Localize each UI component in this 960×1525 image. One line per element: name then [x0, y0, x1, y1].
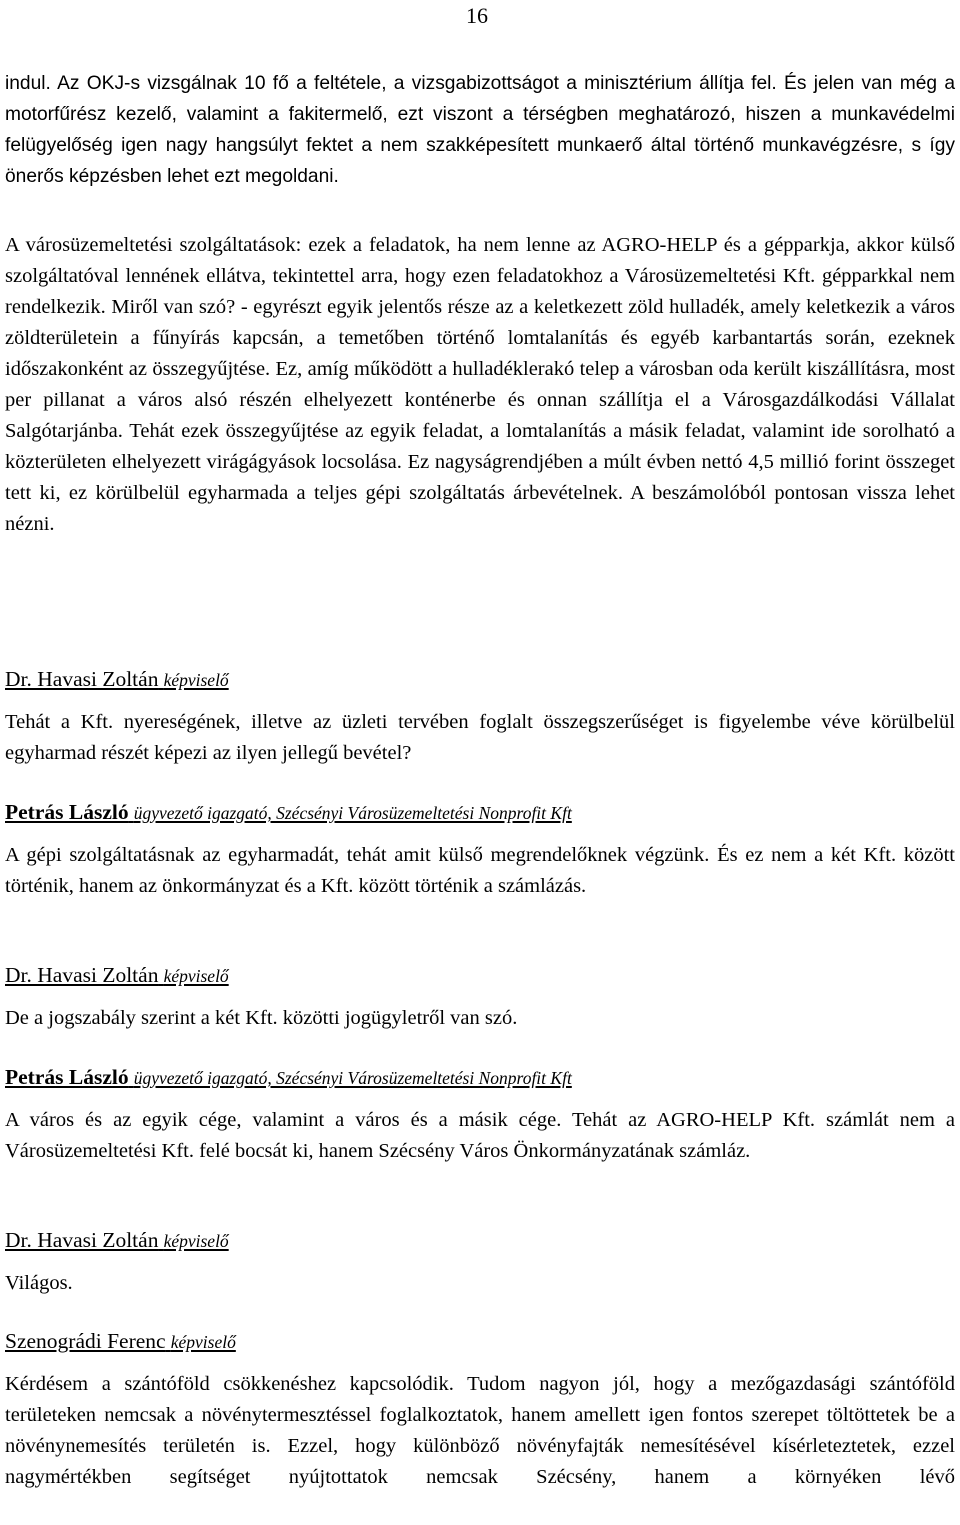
speaker-name: Petrás László — [5, 1065, 129, 1089]
speaker-name: Dr. Havasi Zoltán — [5, 1228, 159, 1252]
speaker-heading — [5, 797, 572, 828]
paragraph-legal-question: De a jogszabály szerint a két Kft. közötti jogügyletről van szó. — [5, 1007, 518, 1029]
speaker-heading — [5, 1062, 572, 1093]
speaker-heading — [5, 960, 229, 991]
page-number: 16 — [466, 3, 488, 28]
speaker-name: Dr. Havasi Zoltán — [5, 963, 159, 987]
speaker-heading — [5, 664, 229, 695]
speaker-role: ügyvezető igazgató, Szécsényi Városüzemeltetési Nonprofit Kft — [133, 1068, 572, 1088]
paragraph-answer-invoice: A város és az egyik cége, valamint a város és a másik cége. Tehát az AGRO-HELP Kft. számlát nem a Városüzemeltetési Kft. felé bocsát ki, hanem Szécsény Város Önkormányzatának számláz. — [5, 1109, 955, 1162]
paragraph-clear: Világos. — [5, 1272, 73, 1294]
speaker-heading — [5, 1326, 236, 1357]
paragraph-answer-billing: A gépi szolgáltatásnak az egyharmadát, tehát amit külső megrendelőknek végzünk. És ez nem a két Kft. között történik, hanem az önkormányzat és a Kft. között történik a számlázás. — [5, 844, 955, 897]
paragraph-training: indul. Az OKJ-s vizsgálnak 10 fő a feltétele, a vizsgabizottságot a minisztérium állítja fel. És jelen van még a motorfűrész kezelő, valamint a fakitermelő, ezt viszont a térségben meghatározó, hiszen a munkavédelmi felügyelőség igen nagy hangsúlyt fektet a nem szakképesített munkaerő által történő munkavégzésre, s így önerős képzésben lehet ezt megoldani. — [5, 73, 955, 187]
speaker-role: képviselő — [163, 1231, 229, 1251]
speaker-role: képviselő — [163, 670, 229, 690]
speaker-name: Petrás László — [5, 800, 129, 824]
paragraph-city-services: A városüzemeltetési szolgáltatások: ezek a feladatok, ha nem lenne az AGRO-HELP és a gépparkja, akkor külső szolgáltatóval lennének ellátva, tekintettel arra, hogy ezen feladatokhoz a Városüzemeltetési Kft. gépparkkal nem rendelkezik. Miről van szó? - egyrészt egyik jelentős része az a keletkezett zöld hulladék, amely keletkezik a város zöldterületein a fűnyírás kapcsán, a temetőben történő lomtalanítás és egyéb karbantartás során, ezeknek időszakonként az összegyűjtése. Ez, amíg működött a hulladéklerakó telep a városban oda került kiszállításra, most per pillanat a város alsó részén elhelyezett konténerbe és onnan szállítja el a Városgazdálkodási Vállalat Salgótarjánba. Tehát ezek összegyűjtése az egyik feladat, a lomtalanítás a másik feladat, valamint ide sorolható a közterületen elhelyezett virágágyások locsolása. Ez nagyságrendjében a múlt évben nettó 4,5 millió forint összeget tett ki, ez körülbelül egyharmada a teljes gépi szolgáltatás árbevételnek. A beszámolóból pontosan vissza lehet nézni. — [5, 234, 955, 535]
speaker-role: képviselő — [170, 1332, 236, 1352]
paragraph-question-revenue: Tehát a Kft. nyereségének, illetve az üzleti tervében foglalt összegszerűséget is figyelembe véve körülbelül egyharmad részét képezi az ilyen jellegű bevétel? — [5, 711, 955, 764]
speaker-name: Dr. Havasi Zoltán — [5, 667, 159, 691]
speaker-name: Szenográdi Ferenc — [5, 1329, 166, 1353]
speaker-role: ügyvezető igazgató, Szécsényi Városüzemeltetési Nonprofit Kft — [133, 803, 572, 823]
speaker-role: képviselő — [163, 966, 229, 986]
speaker-heading — [5, 1225, 229, 1256]
paragraph-arable-land-question: Kérdésem a szántóföld csökkenéshez kapcsolódik. Tudom nagyon jól, hogy a mezőgazdasági szántóföld területeken nemcsak a növénytermesztéssel foglalkoztatok, hanem amellett igen fontos szerepet töltöttetek be a növénynemesítés területén is. Ezzel, hogy különböző növényfajták nemesítésével kísérleteztetek, ezzel nagymértékben segítséget nyújtottatok nemcsak Szécsény, hanem a környéken lévő — [5, 1373, 955, 1488]
